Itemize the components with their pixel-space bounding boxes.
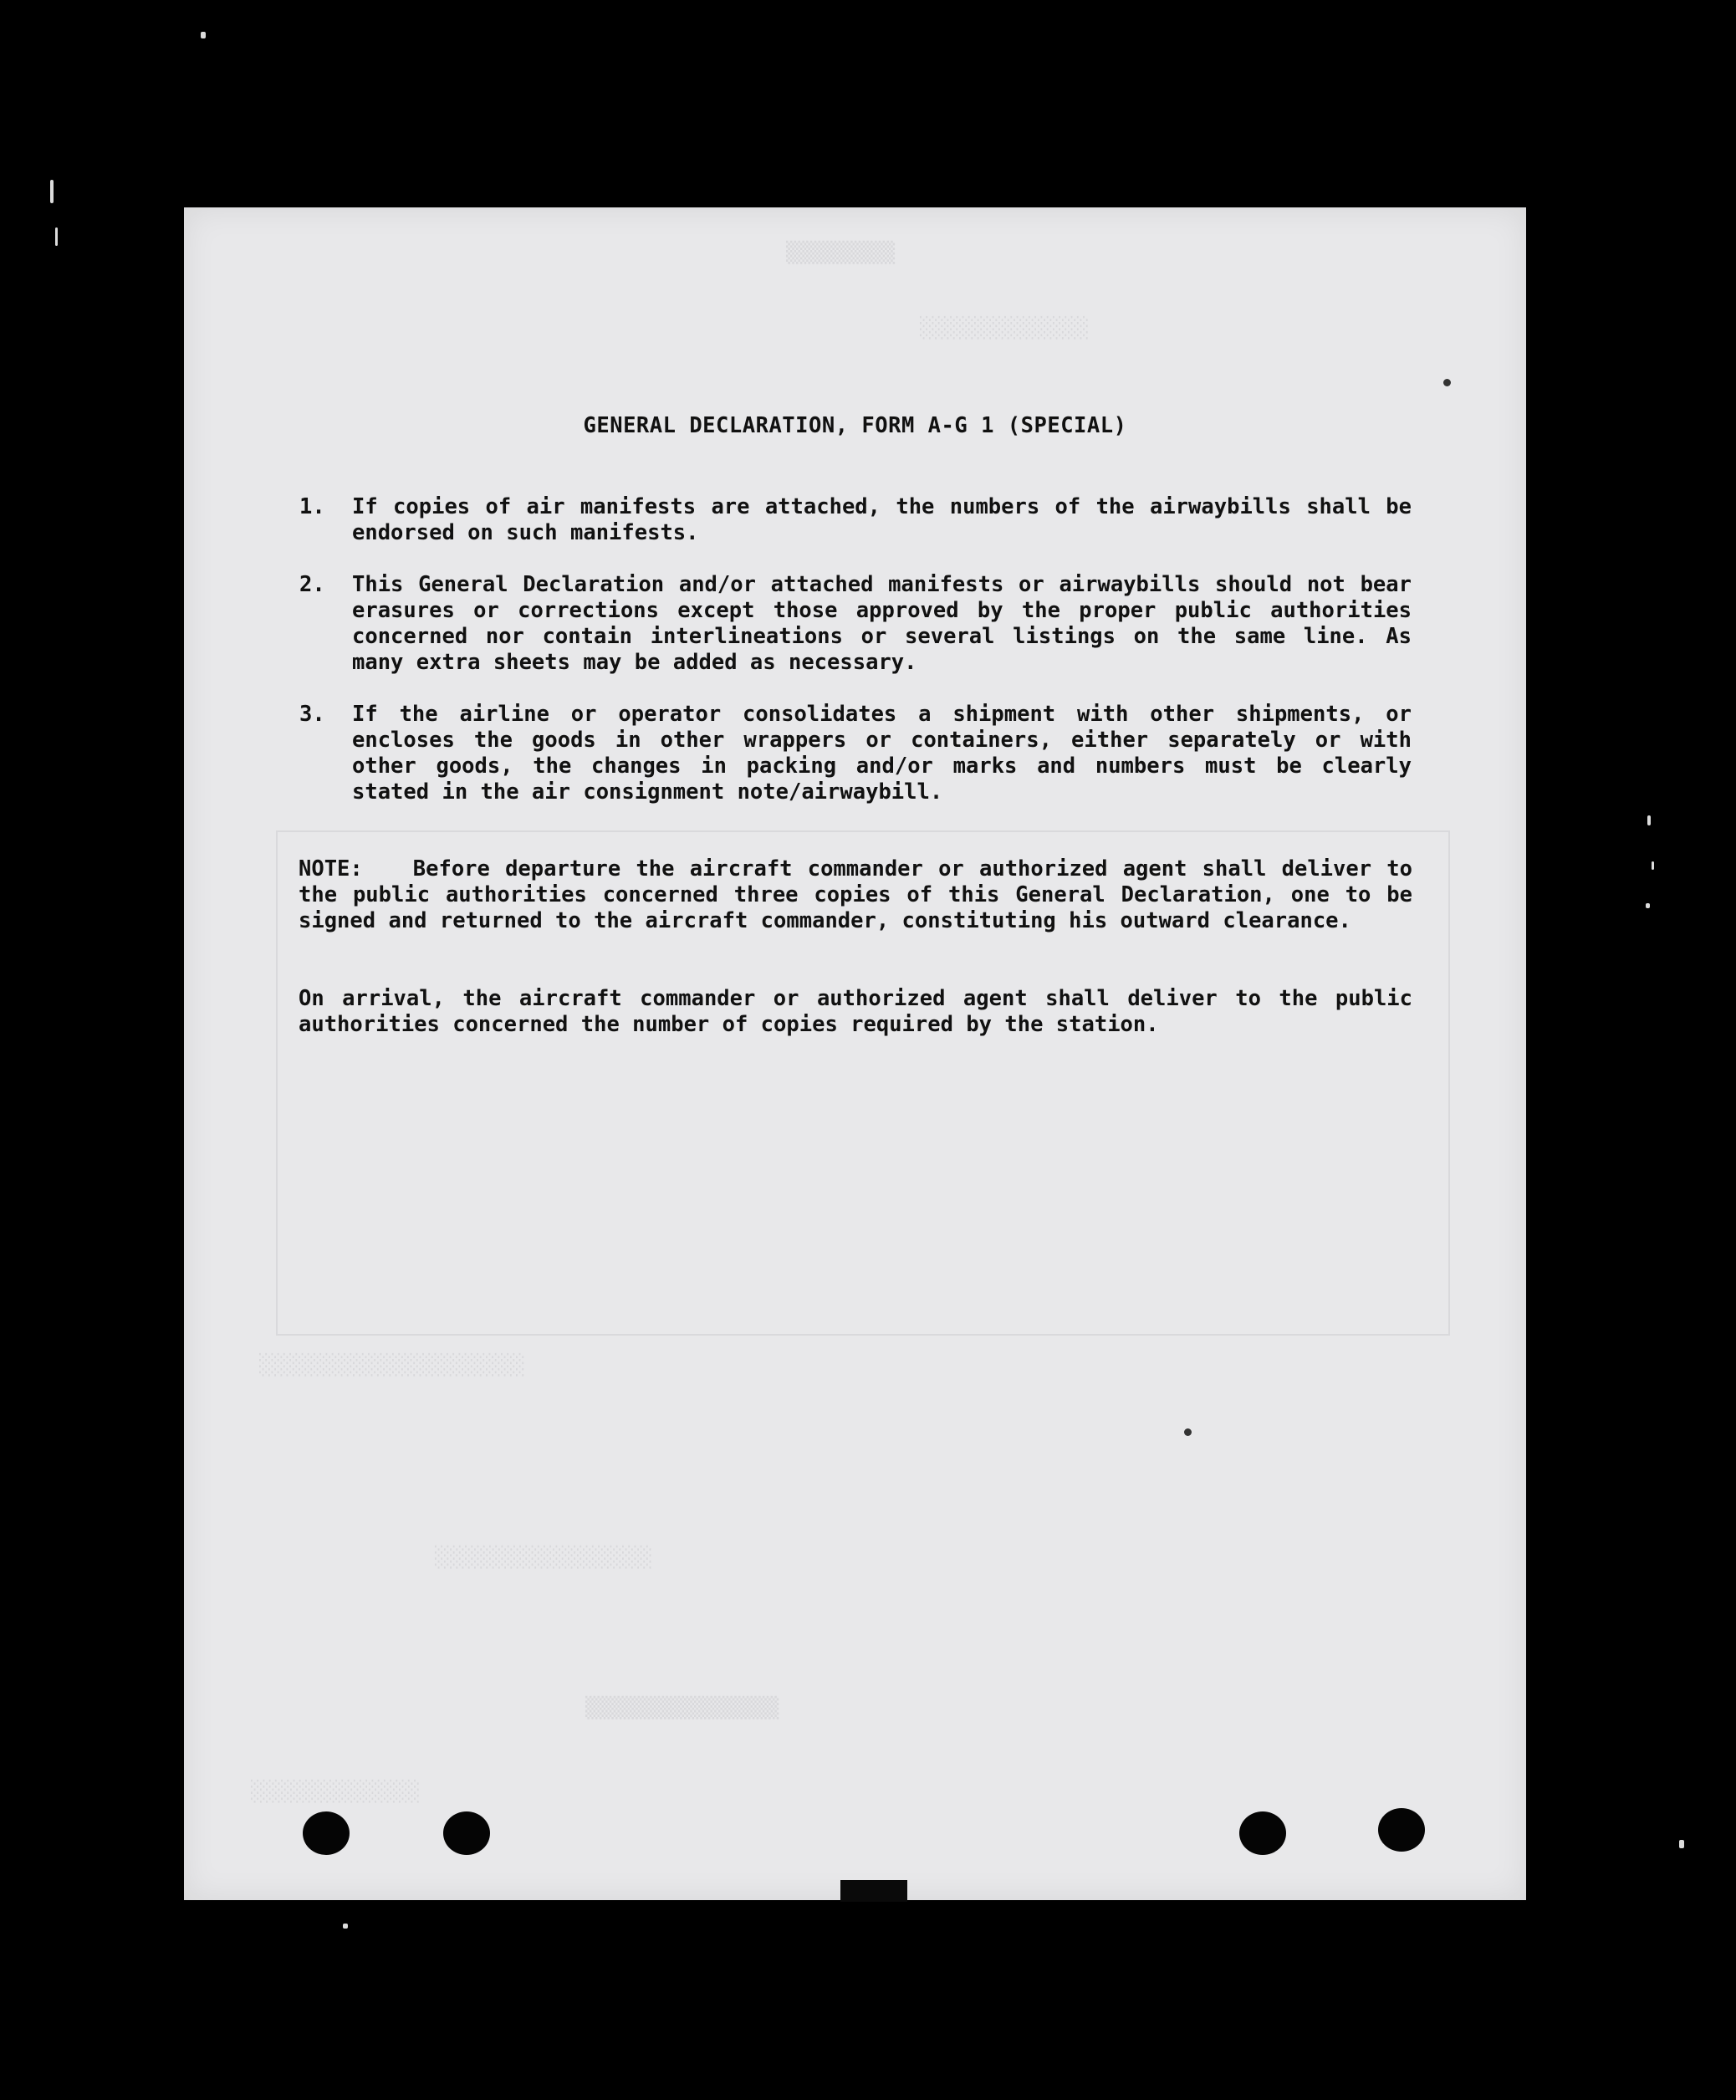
punch-hole xyxy=(1239,1811,1286,1855)
background-speck xyxy=(1652,861,1654,870)
instruction-item-3 xyxy=(299,702,1412,805)
bleed-through-text: ▒▒▒▒▒▒▒▒▒ xyxy=(786,241,896,264)
item-text: This General Declaration and/or attached manifests or airwaybills should not bear erasures or corrections except those approved by the proper public authorities concerned nor contain interlineations or several listings on the same line. As many extra sheets may be added as necessary. xyxy=(352,572,1412,675)
background-speck xyxy=(201,32,206,38)
background-speck xyxy=(1679,1840,1684,1848)
item-text: If copies of air manifests are attached, the numbers of the airwaybills shall be endorsed on such manifests. xyxy=(352,494,1412,545)
background-speck xyxy=(1647,815,1651,825)
background-speck xyxy=(50,180,54,203)
punch-hole xyxy=(443,1811,490,1855)
note-label: NOTE: xyxy=(299,856,363,881)
bleed-through-text: ░░░░░░░░░░░░░░░░░░░░░░ xyxy=(259,1353,525,1377)
instruction-item-2 xyxy=(299,572,1412,676)
instruction-item-1 xyxy=(299,494,1412,546)
background-speck xyxy=(55,227,58,246)
note-paragraph xyxy=(299,856,1412,934)
note-text: Before departure the aircraft commander or authorized agent shall deliver to the public authorities concerned three copies of this General Declaration, one to be signed and returned to the aircraft commander, constituting his outward clearance. xyxy=(299,856,1412,933)
item-number: 1. xyxy=(299,494,325,519)
form-title: GENERAL DECLARATION, FORM A-G 1 (SPECIAL) xyxy=(583,413,1127,438)
bleed-through-text: ▒▒▒▒▒▒▒▒▒▒▒▒▒▒▒▒ xyxy=(585,1696,779,1719)
item-number: 2. xyxy=(299,572,325,597)
punch-hole xyxy=(1378,1808,1425,1852)
item-number: 3. xyxy=(299,702,325,727)
background-speck xyxy=(1646,903,1650,908)
scan-clip-tab xyxy=(840,1880,907,1902)
punch-hole xyxy=(303,1811,350,1855)
bleed-through-text: ░░░░░░░░░░░░░░░░░░ xyxy=(435,1546,653,1569)
background-speck xyxy=(343,1924,348,1929)
document-page xyxy=(184,207,1526,1900)
item-text: If the airline or operator consolidates a shipment with other shipments, or encloses the goods in other wrappers or containers, either separately or with other goods, the changes in packing and/or marks and numbers must be clearly stated in the air consignment note/airwaybill. xyxy=(352,702,1412,805)
arrival-paragraph xyxy=(299,986,1412,1038)
bleed-through-text: ░░░░░░░░░░░░░░ xyxy=(920,316,1090,340)
ink-dot xyxy=(1184,1428,1192,1436)
ink-dot xyxy=(1443,379,1451,386)
bleed-through-text: ░░░░░░░░░░░░░░ xyxy=(251,1780,421,1803)
arrival-text: On arrival, the aircraft commander or authorized agent shall deliver to the public authorities concerned the number of copies required by the station. xyxy=(299,986,1412,1037)
